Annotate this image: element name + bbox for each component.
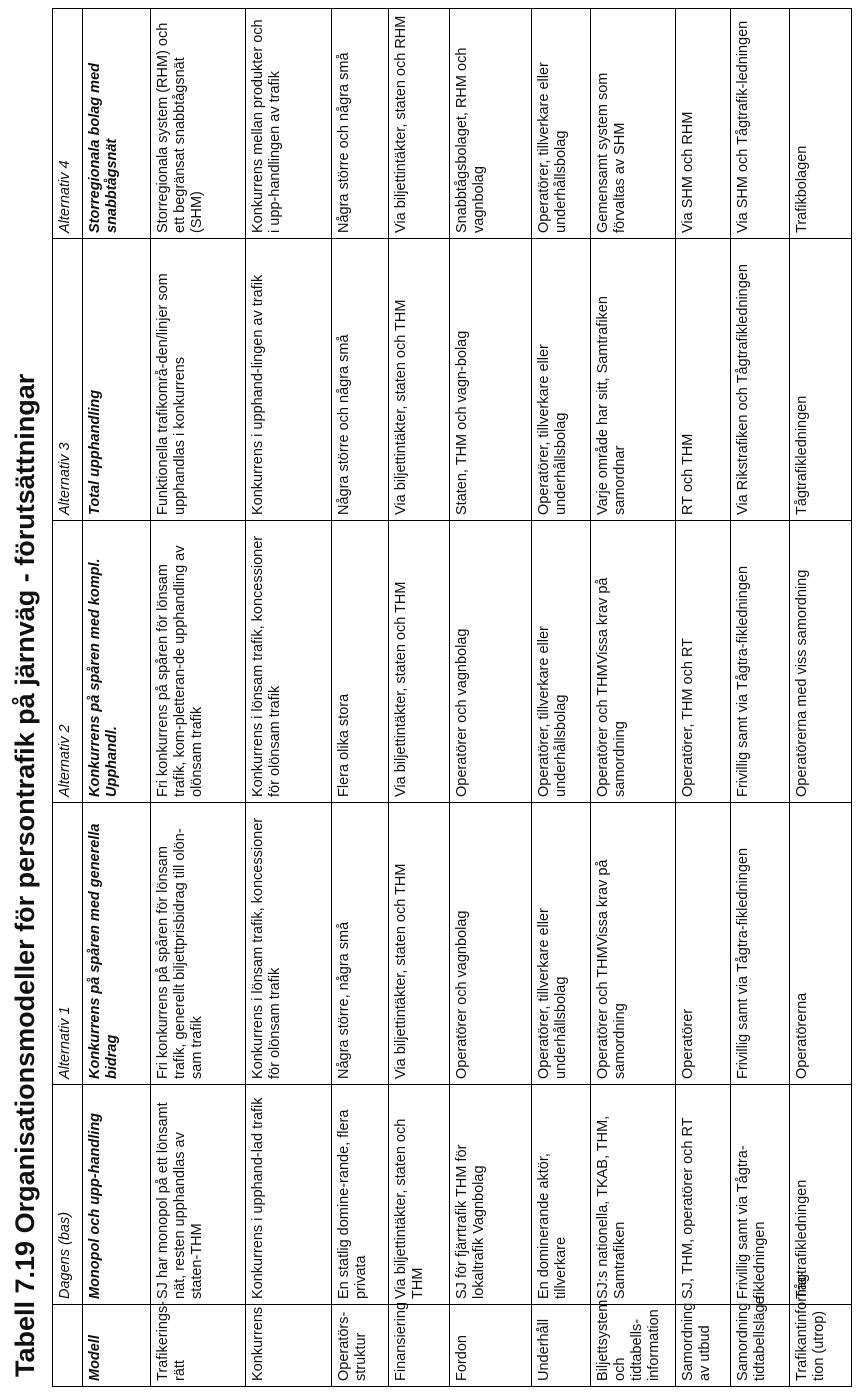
table-cell: Snabbtågsbolaget, RHM och vagnbolag [450, 9, 531, 239]
table-cell: Operatörer och THMVissa krav på samordning [591, 803, 676, 1085]
table-cell: SJ för fjärrtrafik THM för lokaltrafik Vagnbolag [450, 1085, 531, 1305]
table-cell: Gemensamt system som förvaltas av SHM [591, 9, 676, 239]
table-cell: Frivillig samt via Tågtra-fikledningen [730, 521, 789, 803]
table-cell: Via biljettintäkter, staten och THM [388, 239, 450, 521]
column-header [53, 1305, 83, 1387]
model-cell: Total upphandling [83, 239, 151, 521]
model-cell: Monopol och upp-handling [83, 1085, 151, 1305]
table-cell: Via SHM och RHM [675, 9, 730, 239]
row-label: Operatörs-struktur [331, 1305, 388, 1387]
table-cell: Fri konkurrens på spåren för lönsam trafik, kom-pletteran-de upphandling av olönsam trafik [151, 521, 246, 803]
table-row [591, 9, 676, 1387]
column-header: Dagens (bas) [53, 1085, 83, 1305]
row-label: Samordning tidtabellsläge [730, 1305, 789, 1387]
table-cell: Några större och några små [331, 239, 388, 521]
table-cell: Några större, några små [331, 803, 388, 1085]
column-header: Alternativ 2 [53, 521, 83, 803]
table-title: Tabell 7.19 Organisationsmodeller för persontrafik på järnväg - förutsättningar [10, 373, 40, 1377]
table-cell: Konkurrens i upphand-lad trafik [245, 1085, 331, 1305]
table-cell: Operatörer och vagnbolag [450, 521, 531, 803]
table-cell: Konkurrens i lönsam trafik, koncessioner för olönsam trafik [245, 803, 331, 1085]
table-cell: Via biljettintäkter, staten och RHM [388, 9, 450, 239]
row-label: Trafikerings-rätt [151, 1305, 246, 1387]
model-row [83, 9, 151, 1387]
table-cell: Via Rikstrafiken och Tågtrafikledningen [730, 239, 789, 521]
table-cell: Frivillig samt via Tågtra-fikledningen [730, 803, 789, 1085]
row-label: Underhåll [531, 1305, 590, 1387]
row-label: Fordon [450, 1305, 531, 1387]
table-cell: Trafikbolagen [790, 9, 852, 239]
row-label: Finansiering [388, 1305, 450, 1387]
column-header: Alternativ 3 [53, 239, 83, 521]
model-label: Modell [83, 1305, 151, 1387]
table-row [245, 9, 331, 1387]
column-header: Alternativ 4 [53, 9, 83, 239]
table-row [790, 9, 852, 1387]
table-cell: SJ, THM, operatörer och RT [675, 1085, 730, 1305]
table-row [450, 9, 531, 1387]
table-cell: SJ har monopol på ett lönsamt nät, resten upphandlas av staten-THM [151, 1085, 246, 1305]
table-cell: En dominerande aktör, tillverkare [531, 1085, 590, 1305]
column-header: Alternativ 1 [53, 803, 83, 1085]
table-row [675, 9, 730, 1387]
table-cell: Via SHM och Tågtrafik-ledningen [730, 9, 789, 239]
table-cell: Några större och några små [331, 9, 388, 239]
model-cell: Storregionala bolag med snabbtågsnät [83, 9, 151, 239]
table-cell: Konkurrens i lönsam trafik, koncessioner för olönsam trafik [245, 521, 331, 803]
table-cell: Operatörer och vagnbolag [450, 803, 531, 1085]
table-row [331, 9, 388, 1387]
table-cell: Operatörerna med viss samordning [790, 521, 852, 803]
column-header-row [53, 9, 83, 1387]
table-row [388, 9, 450, 1387]
table-cell: Konkurrens mellan produkter och i upp-handlingen av trafik [245, 9, 331, 239]
row-label: Samordning av utbud [675, 1305, 730, 1387]
table-cell: Via biljettintäkter, staten och THM [388, 1085, 450, 1305]
table-row [730, 9, 789, 1387]
table-cell: Fri konkurrens på spåren för lönsam trafik, generellt biljettprisbidrag till olön-sam trafik [151, 803, 246, 1085]
table-cell: Varje område har sitt, Samtrafiken samordnar [591, 239, 676, 521]
table-cell: Operatörer [675, 803, 730, 1085]
row-label: Biljettsystem och tidtabells-information [591, 1305, 676, 1387]
table-cell: Funktionella trafikområ-den/linjer som upphandlas i konkurrens [151, 239, 246, 521]
table-cell: Operatörerna [790, 803, 852, 1085]
table-cell: Konkurrens i upphand-lingen av trafik [245, 239, 331, 521]
table-cell: RT och THM [675, 239, 730, 521]
table-row [531, 9, 590, 1387]
table-cell: SJ:s nationella, TKAB, THM, Samtrafiken [591, 1085, 676, 1305]
table-cell: Storregionala system (RHM) och ett begränsat snabbtågsnät (SHM) [151, 9, 246, 239]
table-cell: Via biljettintäkter, staten och THM [388, 803, 450, 1085]
table-cell: Flera olika stora [331, 521, 388, 803]
table-cell: Via biljettintäkter, staten och THM [388, 521, 450, 803]
model-cell: Konkurrens på spåren med generella bidrag [83, 803, 151, 1085]
table-cell: Staten, THM och vagn-bolag [450, 239, 531, 521]
table-cell: Tågtrafikledningen [790, 1085, 852, 1305]
table-cell: Operatörer, tillverkare eller underhållsbolag [531, 239, 590, 521]
table-cell: Tågtrafikledningen [790, 239, 852, 521]
table-cell: En statlig domine-rande, flera privata [331, 1085, 388, 1305]
table-cell: Operatörer och THMVissa krav på samordning [591, 521, 676, 803]
table-cell: Operatörer, THM och RT [675, 521, 730, 803]
table-cell: Operatörer, tillverkare eller underhållsbolag [531, 9, 590, 239]
table-cell: Operatörer, tillverkare eller underhållsbolag [531, 803, 590, 1085]
row-label: Trafikantinforma-tion (utrop) [790, 1305, 852, 1387]
model-cell: Konkurrens på spåren med kompl. Upphandl. [83, 521, 151, 803]
table-cell: Frivillig samt via Tågtra-fikledningen [730, 1085, 789, 1305]
organisation-table [52, 8, 852, 1387]
table-row [151, 9, 246, 1387]
table-cell: Operatörer, tillverkare eller underhållsbolag [531, 521, 590, 803]
row-label: Konkurrens [245, 1305, 331, 1387]
